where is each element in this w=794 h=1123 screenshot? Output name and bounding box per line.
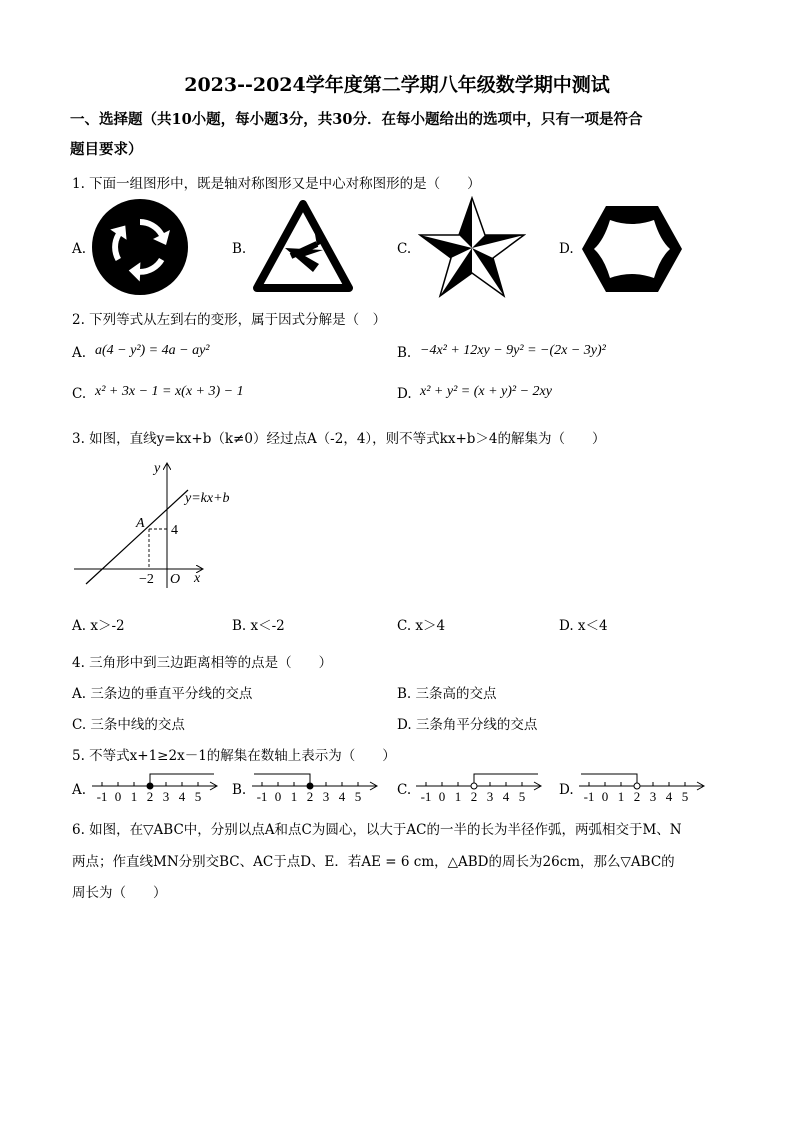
q1-option-c-label: C. [397,241,412,257]
q2-option-b-label: B. [397,345,412,361]
solution-bracket [254,774,310,783]
tick-label: 5 [354,789,362,804]
tick-label: 2 [306,789,314,804]
tick-label: 4 [338,789,346,804]
tick-label: 0 [601,789,609,804]
tick-label: 5 [518,789,526,804]
q5-option-a-label: A. [72,782,87,798]
q3-linear-graph [70,458,250,593]
tick-label: 4 [502,789,510,804]
q3-option-c: C. x＞4 [397,618,446,634]
q2-option-d-label: D. [397,386,412,402]
tick-label: 1 [290,789,298,804]
five-point-star-figure [418,196,526,298]
tick-label: 2 [633,789,641,804]
tick-label: 0 [438,789,446,804]
q5-option-c-label: C. [397,782,412,798]
q4-option-d: D. 三条角平分线的交点 [397,717,538,733]
section-heading-line1: 一、选择题（共10小题，每小题3分，共30分．在每小题给出的选项中，只有一项是符合 [70,111,643,128]
tick-label: -1 [96,789,108,804]
question-6-line1: 6. 如图，在▽ABC中，分别以点A和点C为圆心，以大于AC的一半的长为半径作弧，两弧相交于M、N [72,822,682,838]
x-tick-label: −2 [139,572,154,587]
page-title: 2023--2024学年度第二学期八年级数学期中测试 [184,74,610,96]
line-equation-label: y=kx+b [185,491,230,506]
number-line-c [414,772,544,806]
closed-dot [147,783,153,789]
question-2-text: 2. 下列等式从左到右的变形，属于因式分解是（ ） [72,312,387,328]
q2-option-a-expression: a(4 − y²) = 4a − ay² [95,343,210,358]
origin-label: O [170,572,181,587]
tick-label: 4 [665,789,673,804]
q2-option-d-expression: x² + y² = (x + y)² − 2xy [420,384,552,399]
tick-label: 0 [274,789,282,804]
solution-bracket [581,774,637,783]
q2-option-a-label: A. [72,345,87,361]
q2-option-b-expression: −4x² + 12xy − 9y² = −(2x − 3y)² [420,343,606,358]
tick-label: 1 [454,789,462,804]
x-axis-label: x [194,571,201,586]
solution-bracket [474,774,538,783]
q2-option-c-label: C. [72,386,87,402]
tick-label: -1 [420,789,432,804]
tick-label: 5 [681,789,689,804]
q5-option-d-label: D. [559,782,574,798]
y-tick-label: 4 [171,523,178,538]
zigzag-arrow-icon [285,234,327,272]
open-dot [634,783,640,789]
tick-label: 1 [617,789,625,804]
q1-option-b-label: B. [232,241,247,257]
hexagon-ring-figure [580,204,684,294]
question-3-text: 3. 如图，直线y=kx+b（k≠0）经过点A（-2，4），则不等式kx+b＞4的解集为（ ） [72,431,606,447]
y-axis-label: y [154,461,161,476]
tick-label: 2 [470,789,478,804]
question-6-line3: 周长为（ ） [72,885,167,901]
q1-option-d-label: D. [559,241,574,257]
question-1-text: 1. 下面一组图形中，既是轴对称图形又是中心对称图形的是（ ） [72,176,481,192]
q3-option-b: B. x＜-2 [232,618,285,634]
number-line-b [250,772,380,806]
warning-triangle-figure [253,200,353,292]
q1-option-a-label: A. [72,241,87,257]
open-dot [471,783,477,789]
tick-label: 2 [146,789,154,804]
solution-bracket [150,774,214,783]
q4-option-b: B. 三条高的交点 [397,686,497,702]
q2-option-c-expression: x² + 3x − 1 = x(x + 3) − 1 [95,384,244,399]
tick-label: 3 [162,789,170,804]
roundabout-sign-figure [90,197,190,297]
q4-option-c: C. 三条中线的交点 [72,717,185,733]
tick-label: 1 [130,789,138,804]
point-a-label: A [136,516,145,531]
q5-option-b-label: B. [232,782,247,798]
tick-label: -1 [256,789,268,804]
tick-label: -1 [583,789,595,804]
tick-label: 4 [178,789,186,804]
q4-option-a: A. 三条边的垂直平分线的交点 [72,686,253,702]
tick-label: 3 [322,789,330,804]
tick-label: 3 [649,789,657,804]
tick-label: 3 [486,789,494,804]
tick-label: 0 [114,789,122,804]
question-4-text: 4. 三角形中到三边距离相等的点是（ ） [72,655,333,671]
number-line-a [90,772,220,806]
question-6-line2: 两点；作直线MN分别交BC、AC于点D、E．若AE = 6 cm，△ABD的周长为26cm，那么▽ABC的 [72,854,675,870]
number-line-d [577,772,707,806]
question-5-text: 5. 不等式x+1≥2x－1的解集在数轴上表示为（ ） [72,748,396,764]
tick-label: 5 [194,789,202,804]
closed-dot [307,783,313,789]
q3-option-d: D. x＜4 [559,618,608,634]
q3-option-a: A. x＞-2 [72,618,125,634]
section-heading-line2: 题目要求） [70,141,143,158]
